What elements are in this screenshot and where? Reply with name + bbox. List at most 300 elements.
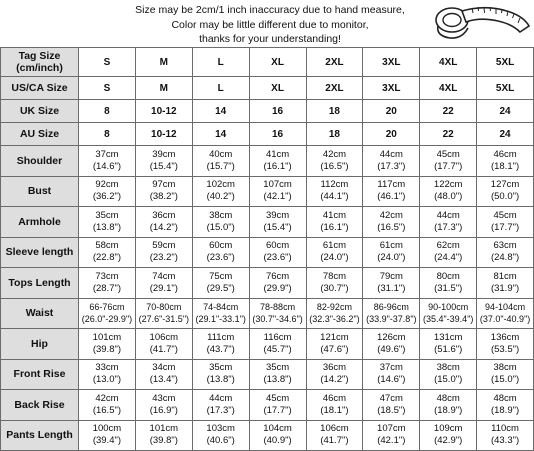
measurement-cell <box>306 176 363 207</box>
inch-value: (18.5") <box>377 404 406 416</box>
measurement-cell <box>135 268 192 299</box>
inch-value: (30.7") <box>320 282 349 294</box>
measurement-cell <box>420 237 477 268</box>
cm-value: 107cm <box>263 179 292 191</box>
inch-value: (40.9") <box>263 435 292 447</box>
size-cell: 10-12 <box>135 100 192 123</box>
measurement-cell <box>306 146 363 177</box>
inch-value: (15.0") <box>490 374 520 386</box>
measurement-cell <box>306 329 363 360</box>
size-cell: 24 <box>477 100 534 123</box>
inch-value: (40.6") <box>206 435 235 447</box>
row-label: AU Size <box>1 123 79 146</box>
inch-value: (31.5") <box>434 282 463 294</box>
measurement-cell <box>192 298 249 329</box>
cm-value: 70-80cm <box>146 302 182 313</box>
us-size-row <box>1 77 534 100</box>
measurement-cell <box>477 329 534 360</box>
cm-value: 97cm <box>152 179 176 191</box>
cm-value: 104cm <box>263 423 292 435</box>
cm-value: 46cm <box>493 148 517 160</box>
row-label: UK Size <box>1 100 79 123</box>
cm-value: 111cm <box>207 331 235 343</box>
measurement-cell <box>79 390 136 421</box>
measurement-cell <box>477 359 534 390</box>
measurement-row <box>1 268 534 299</box>
cm-value: 109cm <box>433 423 463 435</box>
inch-value: (14.2") <box>320 374 349 386</box>
inch-value: (26.0"-29.9") <box>81 314 133 325</box>
measurement-cell <box>79 176 136 207</box>
cm-value: 39cm <box>152 148 176 160</box>
inch-value: (42.1") <box>263 191 292 203</box>
measurement-cell <box>477 298 534 329</box>
measurement-cell <box>363 237 420 268</box>
row-label: US/CA Size <box>1 77 79 100</box>
inch-value: (16.1") <box>263 160 292 172</box>
inch-value: (29.1"-33.1") <box>195 314 246 325</box>
row-label: Armhole <box>1 207 79 238</box>
cm-value: 61cm <box>322 240 347 252</box>
size-cell: 16 <box>249 123 306 146</box>
cm-value: 46cm <box>322 392 347 404</box>
size-cell: 2XL <box>306 48 363 77</box>
size-cell: 8 <box>79 123 136 146</box>
cm-value: 35cm <box>95 209 119 221</box>
measurement-cell <box>135 390 192 421</box>
measurement-cell <box>306 390 363 421</box>
measurement-row <box>1 420 534 451</box>
measurement-row <box>1 359 534 390</box>
cm-value: 36cm <box>152 209 176 221</box>
uk-size-row <box>1 100 534 123</box>
cm-value: 60cm <box>265 240 290 252</box>
inch-value: (29.5") <box>206 282 235 294</box>
size-cell: XL <box>249 48 306 77</box>
inch-value: (13.4") <box>149 374 178 386</box>
inch-value: (16.5") <box>320 160 349 172</box>
measurement-cell <box>420 420 477 451</box>
cm-value: 45cm <box>493 209 517 221</box>
measurement-cell <box>363 268 420 299</box>
row-label: Bust <box>1 176 79 207</box>
au-size-row <box>1 123 534 146</box>
inch-value: (30.7"-34.6") <box>252 314 303 325</box>
measurement-cell <box>363 298 420 329</box>
inch-value: (18.1") <box>490 160 520 172</box>
inch-value: (18.9") <box>490 404 520 416</box>
inch-value: (50.0") <box>490 191 520 203</box>
cm-value: 44cm <box>209 392 233 404</box>
measurement-cell <box>79 420 136 451</box>
measurement-cell <box>420 207 477 238</box>
cm-value: 101cm <box>149 423 179 435</box>
cm-value: 131cm <box>433 331 463 343</box>
size-cell: L <box>192 77 249 100</box>
inch-value: (49.6") <box>377 343 406 355</box>
cm-value: 106cm <box>320 423 349 435</box>
inch-value: (43.7") <box>206 343 235 355</box>
size-cell: 16 <box>249 100 306 123</box>
measurement-cell <box>79 298 136 329</box>
cm-value: 106cm <box>149 331 179 343</box>
size-cell: M <box>135 48 192 77</box>
inch-value: (17.7") <box>490 221 520 233</box>
inch-value: (31.1") <box>377 282 406 294</box>
cm-value: 45cm <box>265 392 290 404</box>
cm-value: 39cm <box>265 209 290 221</box>
inch-value: (31.9") <box>490 282 520 294</box>
cm-value: 107cm <box>377 423 406 435</box>
row-label: Pants Length <box>1 420 79 451</box>
inch-value: (13.8") <box>206 374 235 386</box>
measurement-cell <box>306 207 363 238</box>
measurement-cell <box>249 146 306 177</box>
measurement-cell <box>249 298 306 329</box>
measurement-cell <box>363 146 420 177</box>
cm-value: 110cm <box>491 423 519 435</box>
measurement-notes <box>120 3 420 47</box>
measurement-cell <box>363 420 420 451</box>
measurement-cell <box>192 390 249 421</box>
inch-value: (16.5") <box>377 221 406 233</box>
inch-value: (51.6") <box>434 343 463 355</box>
inch-value: (22.8") <box>92 252 122 264</box>
cm-value: 33cm <box>95 362 119 374</box>
inch-value: (17.3") <box>434 221 463 233</box>
size-chart-header <box>0 0 533 47</box>
measurement-cell <box>420 359 477 390</box>
measurement-cell <box>306 268 363 299</box>
inch-value: (18.1") <box>320 404 349 416</box>
measurement-row <box>1 329 534 360</box>
measurement-cell <box>192 359 249 390</box>
inch-value: (42.1") <box>377 435 406 447</box>
inch-value: (44.1") <box>320 191 349 203</box>
measurement-cell <box>420 298 477 329</box>
cm-value: 44cm <box>379 148 403 160</box>
size-cell: S <box>79 48 136 77</box>
inch-value: (23.6") <box>206 252 235 264</box>
size-cell: 3XL <box>363 48 420 77</box>
cm-value: 75cm <box>209 270 233 282</box>
measurement-cell <box>420 390 477 421</box>
measurement-cell <box>477 268 534 299</box>
inch-value: (16.9") <box>149 404 178 416</box>
measurement-cell <box>306 359 363 390</box>
cm-value: 73cm <box>95 270 119 282</box>
cm-value: 62cm <box>436 240 460 252</box>
inch-value: (24.0") <box>377 252 406 264</box>
inch-value: (17.7") <box>263 404 292 416</box>
size-cell: 22 <box>420 123 477 146</box>
measurement-cell <box>79 237 136 268</box>
row-label: Shoulder <box>1 146 79 177</box>
cm-value: 116cm <box>263 331 292 343</box>
cm-value: 81cm <box>493 270 517 282</box>
row-label: Hip <box>1 329 79 360</box>
measurement-cell <box>192 207 249 238</box>
inch-value: (17.3") <box>206 404 235 416</box>
cm-value: 80cm <box>436 270 460 282</box>
inch-value: (45.7") <box>263 343 292 355</box>
measurement-cell <box>363 207 420 238</box>
measurement-cell <box>420 146 477 177</box>
measurement-row <box>1 207 534 238</box>
cm-value: 60cm <box>209 240 233 252</box>
inch-value: (23.2") <box>149 252 178 264</box>
cm-value: 61cm <box>379 240 403 252</box>
inch-value: (32.3"-36.2") <box>309 314 360 325</box>
size-cell: 5XL <box>477 77 534 100</box>
cm-value: 112cm <box>320 179 349 191</box>
cm-value: 41cm <box>265 148 290 160</box>
inch-value: (41.7") <box>320 435 349 447</box>
cm-value: 103cm <box>206 423 235 435</box>
measurement-cell <box>249 237 306 268</box>
inch-value: (23.6") <box>263 252 292 264</box>
inch-value: (53.5") <box>490 343 520 355</box>
cm-value: 47cm <box>379 392 403 404</box>
measurement-row <box>1 176 534 207</box>
cm-value: 58cm <box>95 240 119 252</box>
measurement-cell <box>363 390 420 421</box>
measurement-cell <box>135 237 192 268</box>
cm-value: 127cm <box>490 179 520 191</box>
cm-value: 63cm <box>493 240 517 252</box>
measuring-tape-icon <box>432 2 532 44</box>
inch-value: (29.1") <box>149 282 178 294</box>
size-cell: 14 <box>192 100 249 123</box>
measurement-row <box>1 298 534 329</box>
cm-value: 82-92cm <box>316 302 352 313</box>
inch-value: (13.8") <box>263 374 292 386</box>
inch-value: (17.7") <box>434 160 463 172</box>
measurement-cell <box>477 420 534 451</box>
row-label: Front Rise <box>1 359 79 390</box>
inch-value: (48.0") <box>434 191 463 203</box>
inch-value: (15.0") <box>434 374 463 386</box>
cm-value: 45cm <box>436 148 460 160</box>
size-cell: L <box>192 48 249 77</box>
cm-value: 86-96cm <box>373 302 409 313</box>
measurement-cell <box>477 390 534 421</box>
size-cell: 14 <box>192 123 249 146</box>
inch-value: (29.9") <box>263 282 292 294</box>
inch-value: (35.4"-39.4") <box>422 314 474 325</box>
inch-value: (18.9") <box>434 404 463 416</box>
inch-value: (39.8") <box>149 435 178 447</box>
size-cell: XL <box>249 77 306 100</box>
inch-value: (33.9"-37.8") <box>366 314 417 325</box>
measurement-row <box>1 237 534 268</box>
cm-value: 36cm <box>322 362 347 374</box>
cm-value: 40cm <box>209 148 233 160</box>
measurement-cell <box>192 268 249 299</box>
cm-value: 78-88cm <box>260 302 296 313</box>
cm-value: 44cm <box>436 209 460 221</box>
measurement-cell <box>477 176 534 207</box>
inch-value: (47.6") <box>320 343 349 355</box>
row-label: Sleeve length <box>1 237 79 268</box>
size-cell: 18 <box>306 123 363 146</box>
cm-value: 41cm <box>322 209 347 221</box>
cm-value: 48cm <box>493 392 517 404</box>
measurement-cell <box>420 176 477 207</box>
cm-value: 76cm <box>265 270 290 282</box>
size-cell: 5XL <box>477 48 534 77</box>
inch-value: (14.6") <box>377 374 406 386</box>
inch-value: (24.0") <box>320 252 349 264</box>
inch-value: (16.1") <box>320 221 349 233</box>
cm-value: 79cm <box>379 270 403 282</box>
size-cell: 4XL <box>420 48 477 77</box>
cm-value: 42cm <box>379 209 403 221</box>
measurement-cell <box>192 176 249 207</box>
measurement-cell <box>249 329 306 360</box>
inch-value: (13.0") <box>92 374 122 386</box>
cm-value: 126cm <box>377 331 406 343</box>
size-cell: 2XL <box>306 77 363 100</box>
measurement-cell <box>192 329 249 360</box>
cm-value: 74-84cm <box>203 302 239 313</box>
measurement-cell <box>135 146 192 177</box>
cm-value: 102cm <box>206 179 235 191</box>
size-cell: 18 <box>306 100 363 123</box>
measurement-cell <box>135 176 192 207</box>
size-cell: 8 <box>79 100 136 123</box>
inch-value: (42.9") <box>434 435 463 447</box>
inch-value: (15.4") <box>263 221 292 233</box>
measurement-cell <box>420 329 477 360</box>
row-label: Tops Length <box>1 268 79 299</box>
cm-value: 35cm <box>265 362 290 374</box>
inch-value: (15.7") <box>206 160 235 172</box>
measurement-cell <box>135 359 192 390</box>
note-line: thanks for your understanding! <box>199 33 341 45</box>
cm-value: 42cm <box>322 148 347 160</box>
measurement-cell <box>249 207 306 238</box>
cm-value: 136cm <box>490 331 520 343</box>
cm-value: 37cm <box>95 148 119 160</box>
measurement-cell <box>249 359 306 390</box>
cm-value: 38cm <box>209 209 233 221</box>
size-cell: 20 <box>363 100 420 123</box>
measurement-row <box>1 146 534 177</box>
cm-value: 92cm <box>95 179 119 191</box>
row-label: Waist <box>1 298 79 329</box>
cm-value: 38cm <box>436 362 460 374</box>
measurement-cell <box>79 146 136 177</box>
cm-value: 121cm <box>320 331 349 343</box>
measurement-cell <box>192 237 249 268</box>
measurement-cell <box>79 329 136 360</box>
measurement-cell <box>477 237 534 268</box>
cm-value: 43cm <box>152 392 176 404</box>
measurement-cell <box>363 359 420 390</box>
measurement-cell <box>79 359 136 390</box>
measurement-cell <box>249 268 306 299</box>
size-chart-body <box>1 48 534 451</box>
inch-value: (16.5") <box>92 404 122 416</box>
measurement-cell <box>306 298 363 329</box>
cm-value: 48cm <box>436 392 460 404</box>
measurement-cell <box>192 146 249 177</box>
inch-value: (41.7") <box>149 343 178 355</box>
inch-value: (27.6"-31.5") <box>138 314 190 325</box>
measurement-cell <box>306 420 363 451</box>
inch-value: (14.6") <box>92 160 122 172</box>
measurement-cell <box>135 329 192 360</box>
cm-value: 100cm <box>92 423 122 435</box>
cm-value: 38cm <box>493 362 517 374</box>
cm-value: 117cm <box>377 179 406 191</box>
measurement-cell <box>135 298 192 329</box>
inch-value: (17.3") <box>377 160 406 172</box>
measurement-cell <box>477 207 534 238</box>
cm-value: 122cm <box>433 179 463 191</box>
inch-value: (15.4") <box>149 160 178 172</box>
measurement-cell <box>363 329 420 360</box>
inch-value: (39.4") <box>92 435 122 447</box>
inch-value: (13.8") <box>92 221 122 233</box>
note-line: Size may be 2cm/1 inch inaccuracy due to hand measure, <box>135 4 405 16</box>
cm-value: 74cm <box>152 270 176 282</box>
measurement-cell <box>363 176 420 207</box>
cm-value: 35cm <box>209 362 233 374</box>
size-cell: 10-12 <box>135 123 192 146</box>
cm-value: 59cm <box>152 240 176 252</box>
size-cell: 24 <box>477 123 534 146</box>
measurement-row <box>1 390 534 421</box>
cm-value: 37cm <box>379 362 403 374</box>
inch-value: (37.0"-40.9") <box>479 314 531 325</box>
row-label: Back Rise <box>1 390 79 421</box>
cm-value: 90-100cm <box>428 302 469 313</box>
size-chart-table <box>0 47 534 451</box>
cm-value: 94-104cm <box>485 302 526 313</box>
size-cell: 20 <box>363 123 420 146</box>
inch-value: (43.3") <box>490 435 520 447</box>
note-line: Color may be little different due to monitor, <box>171 18 369 31</box>
measurement-cell <box>249 390 306 421</box>
inch-value: (14.2") <box>149 221 178 233</box>
size-cell: M <box>135 77 192 100</box>
measurement-cell <box>420 268 477 299</box>
measurement-cell <box>192 420 249 451</box>
inch-value: (38.2") <box>149 191 178 203</box>
inch-value: (36.2") <box>92 191 122 203</box>
inch-value: (24.8") <box>490 252 520 264</box>
cm-value: 78cm <box>322 270 347 282</box>
measurement-cell <box>79 207 136 238</box>
inch-value: (40.2") <box>206 191 235 203</box>
size-cell: 4XL <box>420 77 477 100</box>
cm-value: 34cm <box>152 362 176 374</box>
inch-value: (39.8") <box>92 343 122 355</box>
row-label: Tag Size (cm/inch) <box>1 48 79 77</box>
cm-value: 101cm <box>92 331 122 343</box>
measurement-cell <box>249 420 306 451</box>
measurement-cell <box>306 237 363 268</box>
inch-value: (28.7") <box>92 282 122 294</box>
measurement-cell <box>135 207 192 238</box>
size-cell: S <box>79 77 136 100</box>
cm-value: 66-76cm <box>89 302 125 313</box>
measurement-cell <box>135 420 192 451</box>
size-cell: 22 <box>420 100 477 123</box>
size-cell: 3XL <box>363 77 420 100</box>
